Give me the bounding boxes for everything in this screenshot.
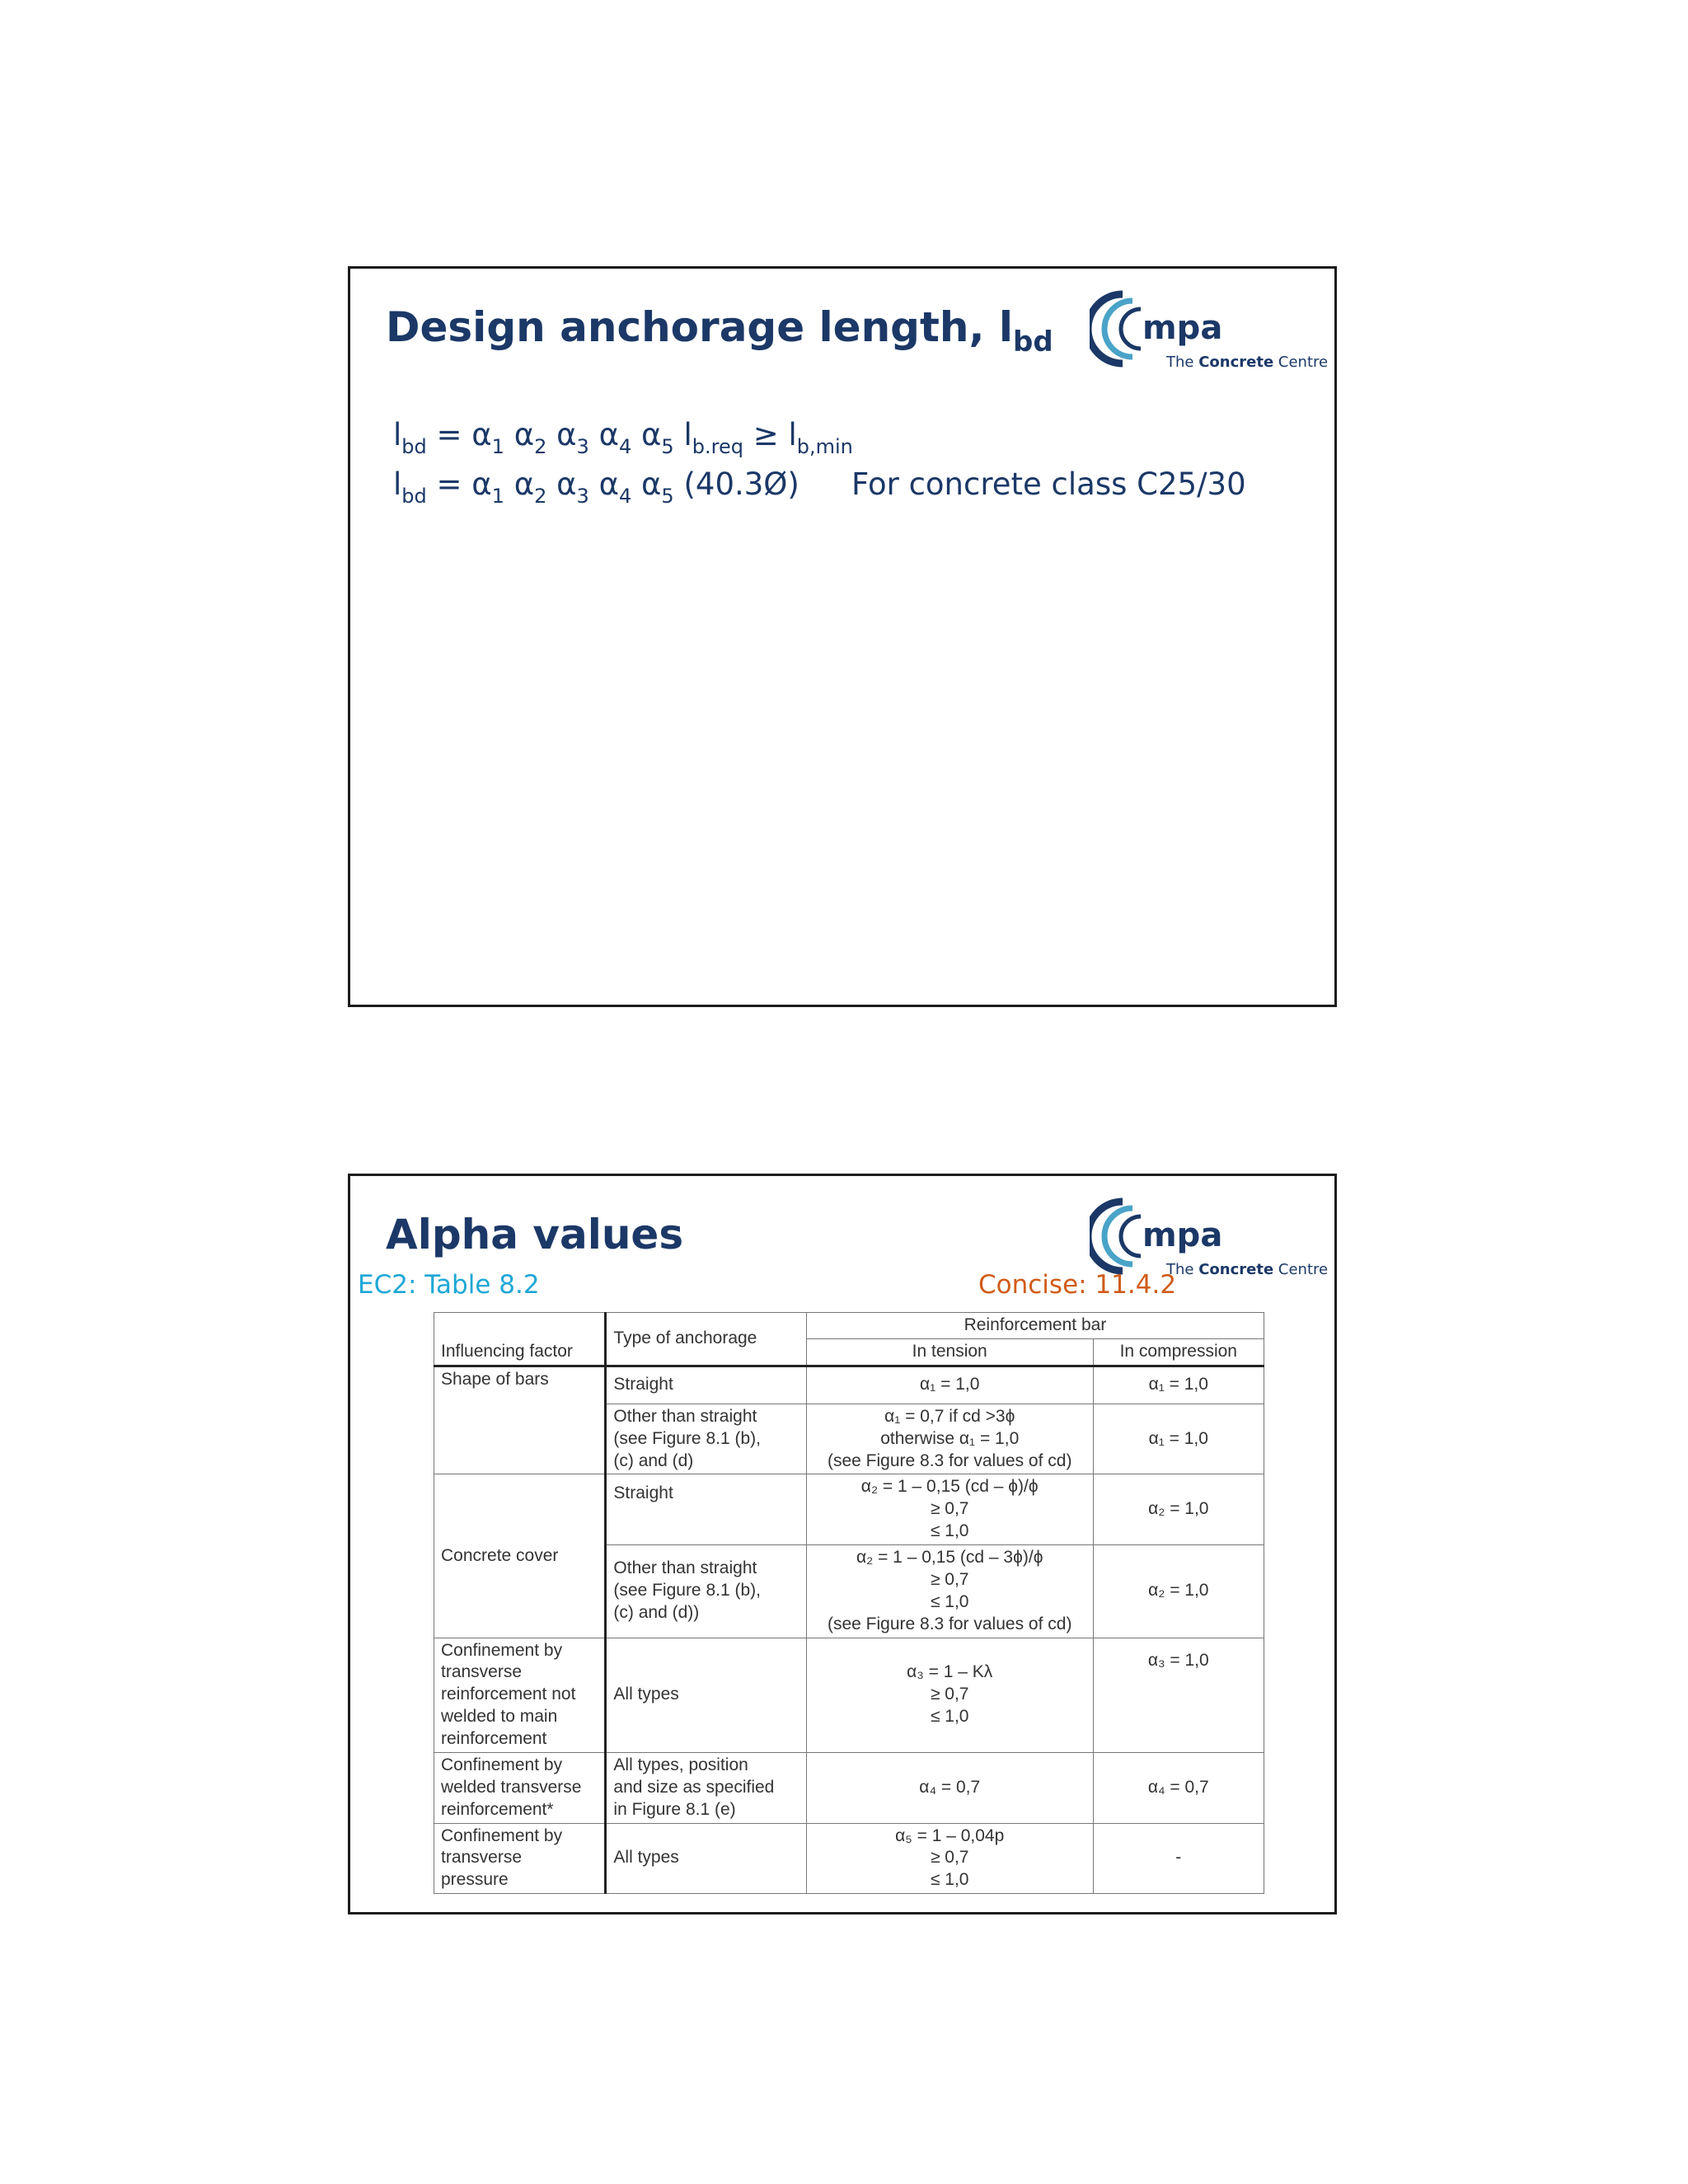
- header-in-compression: In compression: [1093, 1338, 1264, 1366]
- header-in-tension: In tension: [806, 1338, 1093, 1366]
- slide-title: Design anchorage length, $l_{bd}$: [386, 303, 1053, 359]
- compression-cell: α₂ = 1,0: [1093, 1474, 1264, 1545]
- tension-cell: α₂ = 1 – 0,15 (cd – 3ϕ)/ϕ ≥ 0,7 ≤ 1,0 (see Figure 8.3 for values of cd): [806, 1545, 1093, 1638]
- factor-cell: Confinement by transverse reinforcement not welded to main reinforcement: [434, 1638, 606, 1752]
- type-cell: Other than straight (see Figure 8.1 (b), (c) and (d): [606, 1404, 806, 1474]
- table-row: [434, 1474, 1264, 1545]
- logo-tagline: The Concrete Centre: [1166, 1261, 1329, 1278]
- table-row: [434, 1638, 1264, 1752]
- tension-cell: α₁ = 0,7 if cd >3ϕ otherwise α₁ = 1,0 (see Figure 8.3 for values of cd): [806, 1404, 1093, 1474]
- factor-cell: Confinement by welded transverse reinforcement*: [434, 1752, 606, 1823]
- concrete-class-note: For concrete class C25/30: [851, 466, 1246, 502]
- type-cell: Straight: [606, 1474, 806, 1545]
- compression-cell: α₁ = 1,0: [1093, 1366, 1264, 1404]
- table-row: [434, 1752, 1264, 1823]
- tension-cell: α₅ = 1 – 0,04p ≥ 0,7 ≤ 1,0: [806, 1823, 1093, 1894]
- header-type-of-anchorage: Type of anchorage: [606, 1313, 806, 1366]
- slide-design-anchorage-length: [348, 266, 1337, 1007]
- compression-cell: α₂ = 1,0: [1093, 1545, 1264, 1638]
- header-reinforcement-bar: Reinforcement bar: [806, 1313, 1264, 1339]
- formula-lbd-c25: $l_{bd} = \alpha_1$ $\alpha_2$ $\alpha_3$ $\alpha_4$ $\alpha_5$ (40.3Ø): [393, 466, 799, 508]
- logo-wordmark: mpa: [1142, 309, 1223, 347]
- compression-cell: α₄ = 0,7: [1093, 1752, 1264, 1823]
- compression-cell: α₃ = 1,0: [1093, 1638, 1264, 1752]
- mpa-logo: [1090, 288, 1329, 378]
- tension-cell: α₂ = 1 – 0,15 (cd – ϕ)/ϕ ≥ 0,7 ≤ 1,0: [806, 1474, 1093, 1545]
- compression-cell: -: [1093, 1823, 1264, 1894]
- header-influencing-factor: Influencing factor: [434, 1313, 606, 1366]
- factor-cell: Shape of bars: [434, 1366, 606, 1474]
- tension-cell: α₄ = 0,7: [806, 1752, 1093, 1823]
- tension-cell: α₁ = 1,0: [806, 1366, 1093, 1404]
- type-cell: All types: [606, 1823, 806, 1894]
- factor-cell: Concrete cover: [434, 1474, 606, 1638]
- slide-title: Alpha values: [386, 1211, 684, 1258]
- formula-lbd-general: $l_{bd} = \alpha_1$ $\alpha_2$ $\alpha_3$ $\alpha_4$ $\alpha_5$ $l_{b.req} \ge l_{b,min}$: [393, 417, 853, 458]
- type-cell: Other than straight (see Figure 8.1 (b), (c) and (d)): [606, 1545, 806, 1638]
- ec2-reference: EC2: Table 8.2: [358, 1270, 540, 1300]
- table-row: [434, 1823, 1264, 1894]
- concise-reference: Concise: 11.4.2: [978, 1270, 1177, 1300]
- type-cell: Straight: [606, 1366, 806, 1404]
- logo-wordmark: mpa: [1142, 1216, 1223, 1254]
- compression-cell: α₁ = 1,0: [1093, 1404, 1264, 1474]
- factor-cell: Confinement by transverse pressure: [434, 1823, 606, 1894]
- type-cell: All types: [606, 1638, 806, 1752]
- logo-tagline: The Concrete Centre: [1166, 354, 1329, 371]
- tension-cell: α₃ = 1 – Kλ ≥ 0,7 ≤ 1,0: [806, 1638, 1093, 1752]
- type-cell: All types, position and size as specified in Figure 8.1 (e): [606, 1752, 806, 1823]
- slide-alpha-values: [348, 1174, 1337, 1915]
- alpha-values-table: [434, 1312, 1264, 1894]
- table-row: [434, 1366, 1264, 1404]
